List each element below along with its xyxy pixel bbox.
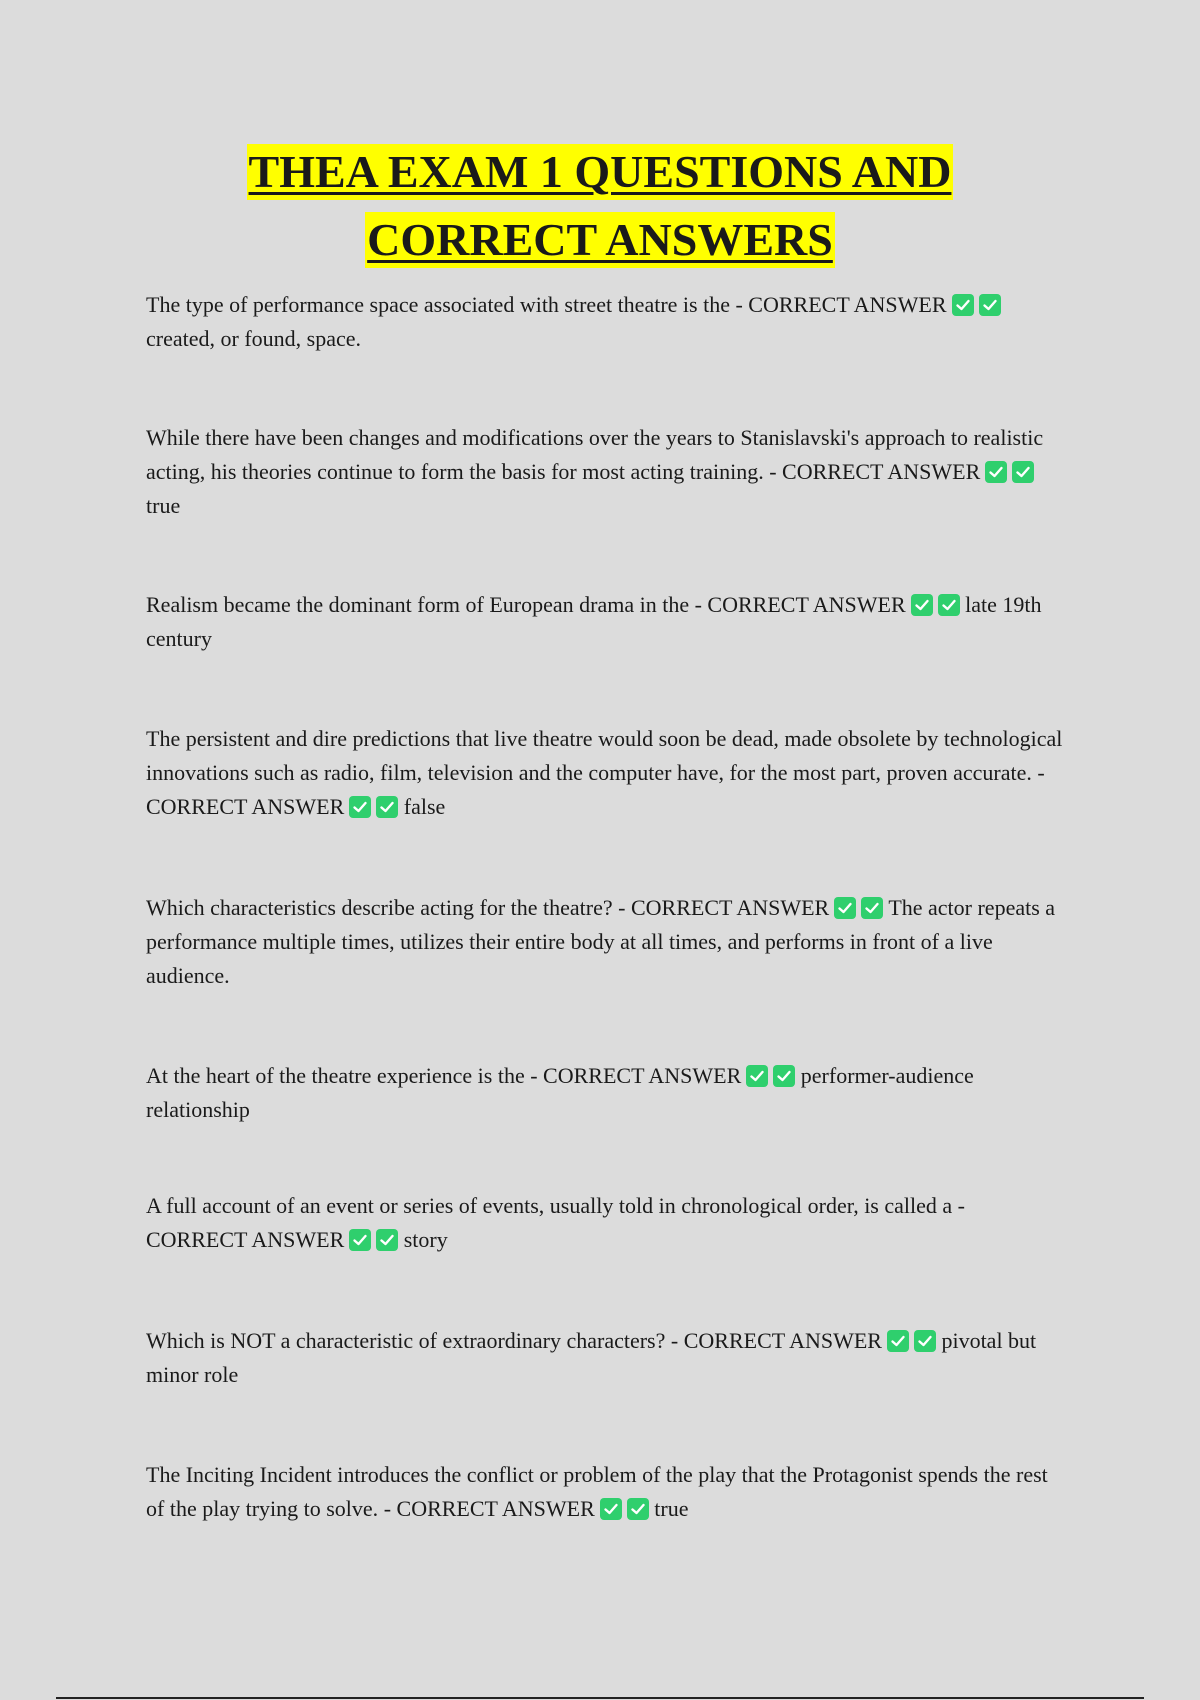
answer-text: true [654, 1496, 689, 1521]
check-mark-icon [773, 1065, 795, 1087]
question-text: Which is NOT a characteristic of extraordinary characters? [146, 1328, 666, 1353]
footer-divider [56, 1697, 1144, 1699]
question-text: The Inciting Incident introduces the conflict or problem of the play that the Protagonist spends the rest of the play trying to solve. [146, 1462, 1048, 1521]
check-mark-icon [834, 897, 856, 919]
qa-item-8 [146, 1324, 1066, 1392]
check-mark-icon [376, 796, 398, 818]
answer-marker: - CORRECT ANSWER [618, 895, 830, 920]
answer-text: true [146, 493, 181, 518]
check-mark-icon [1012, 461, 1034, 483]
check-mark-icon [952, 294, 974, 316]
title-line-1: THEA EXAM 1 QUESTIONS AND [247, 144, 954, 200]
answer-marker: - CORRECT ANSWER [694, 592, 906, 617]
title-line-2: CORRECT ANSWERS [365, 212, 835, 268]
answer-marker: - CORRECT ANSWER [146, 760, 1045, 819]
check-mark-icon [911, 594, 933, 616]
question-text: At the heart of the theatre experience is the [146, 1063, 525, 1088]
qa-item-5 [146, 891, 1066, 993]
answer-marker: - CORRECT ANSWER [769, 459, 981, 484]
check-mark-icon [938, 594, 960, 616]
question-text: Realism became the dominant form of European drama in the [146, 592, 690, 617]
check-mark-icon [349, 796, 371, 818]
answer-text: The actor repeats a performance multiple times, utilizes their entire body at all times, and performs in front of a live audience. [146, 895, 1056, 988]
document-title [0, 140, 1200, 276]
question-text: Which characteristics describe acting for the theatre? [146, 895, 613, 920]
answer-marker: - CORRECT ANSWER [146, 1193, 965, 1252]
qa-item-2 [146, 421, 1066, 523]
answer-marker: - CORRECT ANSWER [530, 1063, 742, 1088]
question-text: The persistent and dire predictions that live theatre would soon be dead, made obsolete by technological innovations such as radio, film, television and the computer have, for the most part, proven accurate. [146, 726, 1063, 785]
answer-text: false [403, 794, 446, 819]
check-mark-icon [349, 1229, 371, 1251]
answer-marker: - CORRECT ANSWER [670, 1328, 882, 1353]
answer-marker: - CORRECT ANSWER [735, 292, 947, 317]
check-mark-icon [979, 294, 1001, 316]
check-mark-icon [985, 461, 1007, 483]
answer-text: late 19th century [146, 592, 1042, 651]
answer-text: performer-audience relationship [146, 1063, 974, 1122]
answer-text: story [403, 1227, 448, 1252]
check-mark-icon [627, 1498, 649, 1520]
qa-item-7 [146, 1189, 1066, 1257]
qa-item-9 [146, 1458, 1066, 1526]
qa-item-1 [146, 288, 1066, 356]
check-mark-icon [746, 1065, 768, 1087]
answer-text: created, or found, space. [146, 326, 362, 351]
qa-item-4 [146, 722, 1066, 824]
check-mark-icon [376, 1229, 398, 1251]
check-mark-icon [600, 1498, 622, 1520]
check-mark-icon [861, 897, 883, 919]
question-text: While there have been changes and modifications over the years to Stanislavski's approach to realistic acting, his theories continue to form the basis for most acting training. [146, 425, 1044, 484]
question-text: A full account of an event or series of events, usually told in chronological order, is called a [146, 1193, 953, 1218]
answer-marker: - CORRECT ANSWER [383, 1496, 595, 1521]
check-mark-icon [914, 1330, 936, 1352]
check-mark-icon [887, 1330, 909, 1352]
question-text: The type of performance space associated with street theatre is the [146, 292, 730, 317]
qa-item-3 [146, 588, 1066, 656]
answer-text: pivotal but minor role [146, 1328, 1037, 1387]
qa-item-6 [146, 1059, 1066, 1127]
